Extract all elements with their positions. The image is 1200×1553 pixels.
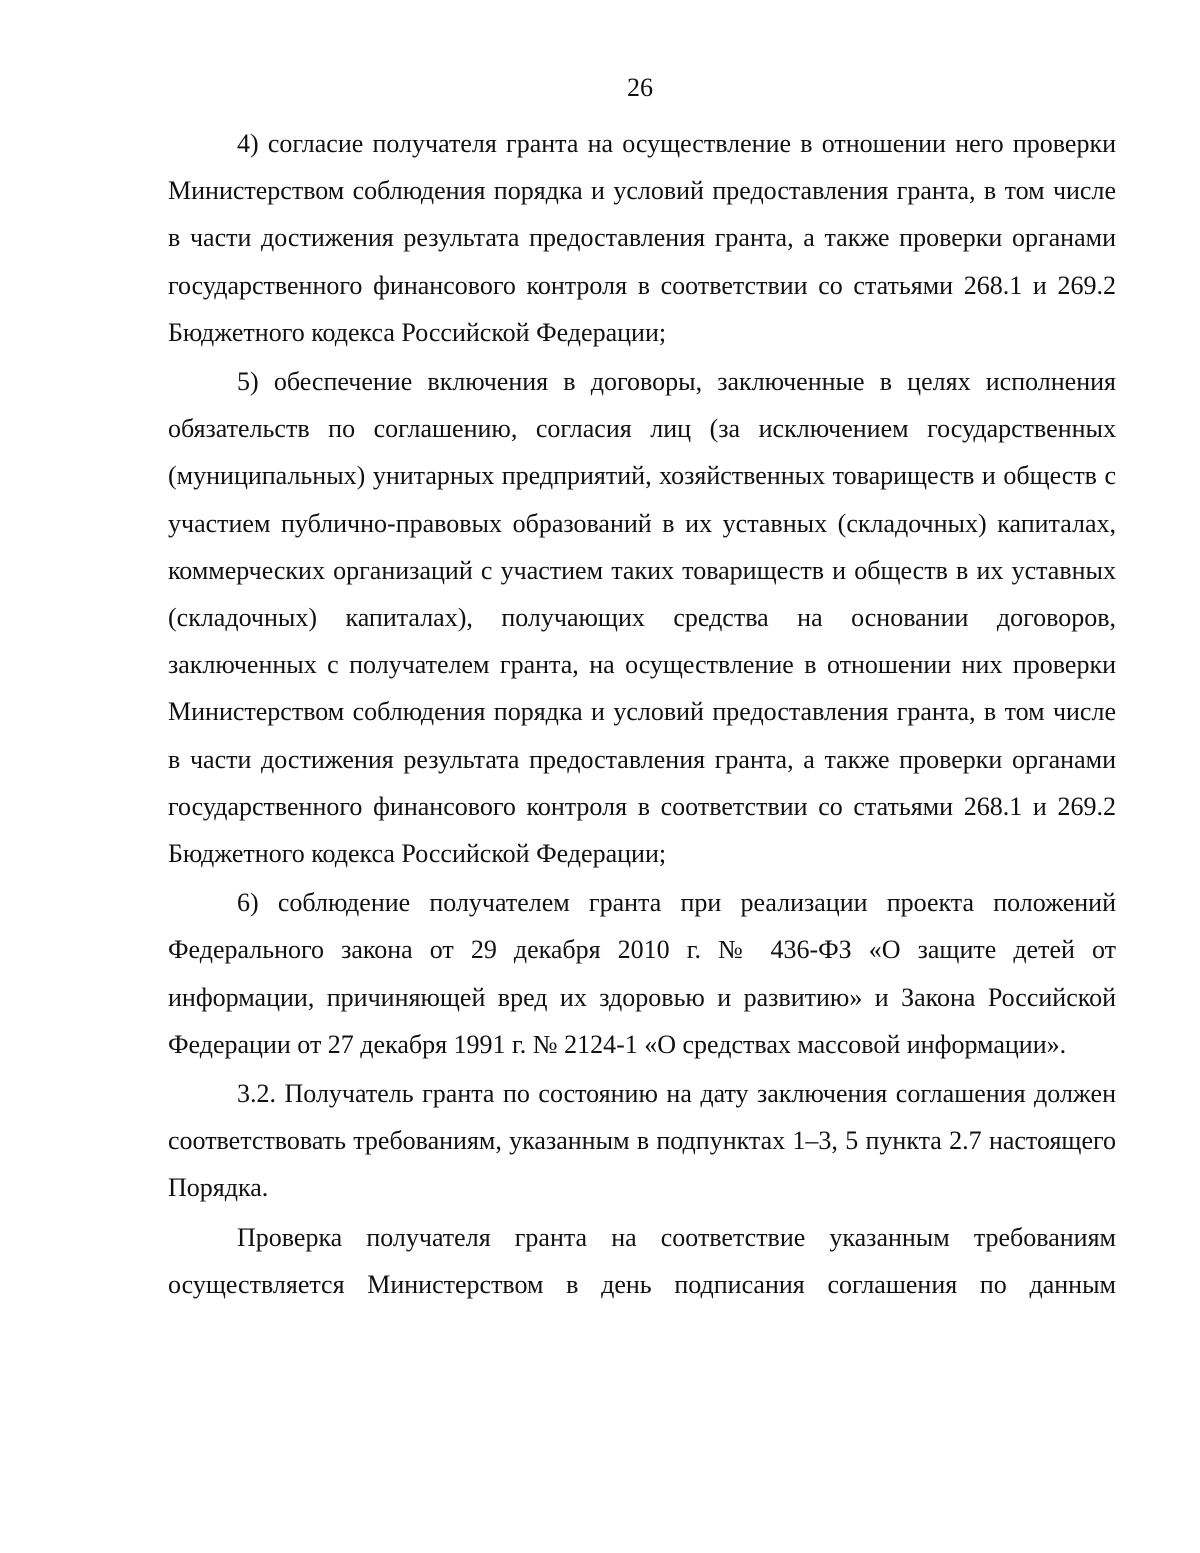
paragraph-item-6: 6) соблюдение получателем гранта при реализации проекта положений Федерального закона от 29 декабря 2010 г. № 436-ФЗ «О защите детей от информации, причиняющей вред их здоровью и развитию» и Закона Российской Федерации от 27 декабря 1991 г. № 2124-1 «О средствах массовой информации». bbox=[168, 888, 1116, 1059]
document-body bbox=[168, 120, 1116, 1310]
page-number: 26 bbox=[627, 73, 653, 102]
paragraph-verification: Проверка получателя гранта на соответствие указанным требованиям осуществляется Министерством в день подписания соглашения по данным bbox=[168, 1222, 1116, 1299]
paragraph-item-5: 5) обеспечение включения в договоры, заключенные в целях исполнения обязательств по соглашению, согласия лиц (за исключением государственных (муниципальных) унитарных предприятий, хозяйственных товариществ и обществ с участием публично-правовых образований в их уставных (складочных) капиталах, коммерческих организаций с участием таких товариществ и обществ в их уставных (складочных) капиталах), получающих средства на основании договоров, заключенных с получателем гранта, на осуществление в отношении них проверки Министерством соблюдения порядка и условий предоставления гранта, в том числе в части достижения результата предоставления гранта, а также проверки органами государственного финансового контроля в соответствии со статьями 268.1 и 269.2 Бюджетного кодекса Российской Федерации; bbox=[168, 367, 1116, 869]
paragraph-clause-3-2: 3.2. Получатель гранта по состоянию на дату заключения соглашения должен соответствовать требованиям, указанным в подпунктах 1–3, 5 пункта 2.7 настоящего Порядка. bbox=[168, 1079, 1116, 1203]
paragraph-item-4: 4) согласие получателя гранта на осуществление в отношении него проверки Министерством соблюдения порядка и условий предоставления гранта, в том числе в части достижения результата предоставления гранта, а также проверки органами государственного финансового контроля в соответствии со статьями 268.1 и 269.2 Бюджетного кодекса Российской Федерации; bbox=[168, 129, 1116, 347]
